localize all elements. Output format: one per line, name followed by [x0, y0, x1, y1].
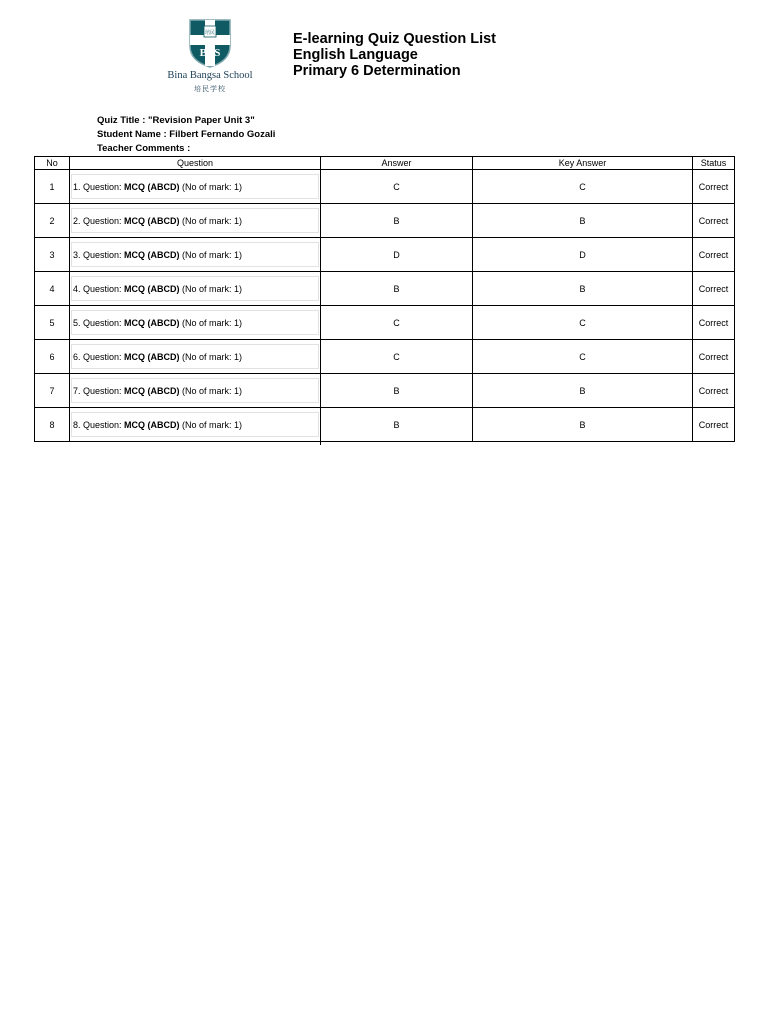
question-marks: (No of mark: 1) — [179, 385, 243, 396]
key-answer-cell: C — [473, 340, 693, 374]
school-name: Bina Bangsa School — [167, 70, 253, 81]
question-marks: (No of mark: 1) — [179, 419, 243, 430]
table-row — [35, 170, 735, 204]
question-marks: (No of mark: 1) — [179, 181, 243, 192]
question-cell — [70, 408, 321, 442]
cell-tick-mark — [320, 404, 321, 410]
school-crest-icon — [188, 18, 232, 68]
table-row — [35, 374, 735, 408]
cell-tick-mark — [320, 200, 321, 206]
answer-cell: B — [321, 204, 473, 238]
table-header-row — [35, 157, 735, 170]
cell-tick-mark — [320, 166, 321, 172]
answer-cell: D — [321, 238, 473, 272]
question-prefix: 4. Question: — [73, 283, 125, 294]
cell-tick-mark — [320, 268, 321, 274]
row-number: 2 — [35, 204, 70, 238]
question-type: MCQ (ABCD) — [124, 351, 180, 362]
question-marks: (No of mark: 1) — [179, 215, 243, 226]
status-cell: Correct — [693, 272, 735, 306]
question-type: MCQ (ABCD) — [124, 181, 180, 192]
table-body — [35, 170, 735, 442]
question-box — [71, 208, 319, 233]
question-cell — [70, 204, 321, 238]
key-answer-cell: B — [473, 204, 693, 238]
answer-cell: C — [321, 340, 473, 374]
answer-cell: B — [321, 408, 473, 442]
question-cell — [70, 306, 321, 340]
header-line-3: Primary 6 Determination — [293, 63, 461, 79]
question-cell — [70, 374, 321, 408]
question-prefix: 7. Question: — [73, 385, 125, 396]
question-prefix: 1. Question: — [73, 181, 125, 192]
answer-cell: B — [321, 272, 473, 306]
question-box — [71, 174, 319, 199]
question-cell — [70, 340, 321, 374]
status-cell: Correct — [693, 340, 735, 374]
question-box — [71, 412, 319, 437]
question-marks: (No of mark: 1) — [179, 317, 243, 328]
crest-text: BBS — [199, 47, 221, 59]
question-cell — [70, 170, 321, 204]
question-type: MCQ (ABCD) — [124, 215, 180, 226]
column-header-answer: Answer — [321, 157, 473, 170]
question-prefix: 5. Question: — [73, 317, 125, 328]
cell-tick-mark — [320, 336, 321, 342]
question-type: MCQ (ABCD) — [124, 249, 180, 260]
question-marks: (No of mark: 1) — [179, 283, 243, 294]
question-cell — [70, 238, 321, 272]
teacher-comments: Teacher Comments : — [97, 143, 191, 154]
student-name: Student Name : Filbert Fernando Gozali — [97, 129, 276, 140]
question-prefix: 3. Question: — [73, 249, 125, 260]
row-number: 6 — [35, 340, 70, 374]
quiz-title: Quiz Title : "Revision Paper Unit 3" — [97, 115, 255, 126]
school-logo — [164, 18, 256, 96]
key-answer-cell: B — [473, 374, 693, 408]
answer-cell: C — [321, 170, 473, 204]
quiz-meta — [97, 114, 275, 156]
quiz-table — [34, 156, 735, 442]
cell-tick-mark — [320, 370, 321, 376]
status-cell: Correct — [693, 170, 735, 204]
row-number: 7 — [35, 374, 70, 408]
question-box — [71, 378, 319, 403]
column-header-no: No — [35, 157, 70, 170]
status-cell: Correct — [693, 238, 735, 272]
status-cell: Correct — [693, 374, 735, 408]
column-header-key-answer: Key Answer — [473, 157, 693, 170]
question-type: MCQ (ABCD) — [124, 283, 180, 294]
document-header — [293, 31, 496, 79]
row-number: 1 — [35, 170, 70, 204]
question-box — [71, 344, 319, 369]
question-prefix: 8. Question: — [73, 419, 125, 430]
status-cell: Correct — [693, 204, 735, 238]
table-row — [35, 306, 735, 340]
answer-cell: C — [321, 306, 473, 340]
question-type: MCQ (ABCD) — [124, 317, 180, 328]
table-row — [35, 408, 735, 442]
key-answer-cell: C — [473, 170, 693, 204]
row-number: 3 — [35, 238, 70, 272]
table-row — [35, 272, 735, 306]
key-answer-cell: B — [473, 408, 693, 442]
table-row — [35, 340, 735, 374]
question-type: MCQ (ABCD) — [124, 385, 180, 396]
table-row — [35, 238, 735, 272]
key-answer-cell: B — [473, 272, 693, 306]
cell-tick-mark — [320, 439, 321, 445]
header-line-1: E-learning Quiz Question List — [293, 31, 497, 47]
question-marks: (No of mark: 1) — [179, 249, 243, 260]
column-header-question: Question — [70, 157, 321, 170]
status-cell: Correct — [693, 306, 735, 340]
question-prefix: 6. Question: — [73, 351, 125, 362]
question-prefix: 2. Question: — [73, 215, 125, 226]
cell-tick-mark — [320, 302, 321, 308]
question-box — [71, 310, 319, 335]
question-marks: (No of mark: 1) — [179, 351, 243, 362]
school-chinese-name: 培民学校 — [194, 85, 226, 93]
column-header-status: Status — [693, 157, 735, 170]
cell-tick-mark — [320, 234, 321, 240]
question-box — [71, 276, 319, 301]
key-answer-cell: D — [473, 238, 693, 272]
header-line-2: English Language — [293, 47, 418, 63]
question-type: MCQ (ABCD) — [124, 419, 180, 430]
crest-chars: 培民 — [204, 30, 216, 36]
table-row — [35, 204, 735, 238]
row-number: 8 — [35, 408, 70, 442]
row-number: 5 — [35, 306, 70, 340]
row-number: 4 — [35, 272, 70, 306]
key-answer-cell: C — [473, 306, 693, 340]
answer-cell: B — [321, 374, 473, 408]
question-cell — [70, 272, 321, 306]
question-box — [71, 242, 319, 267]
status-cell: Correct — [693, 408, 735, 442]
